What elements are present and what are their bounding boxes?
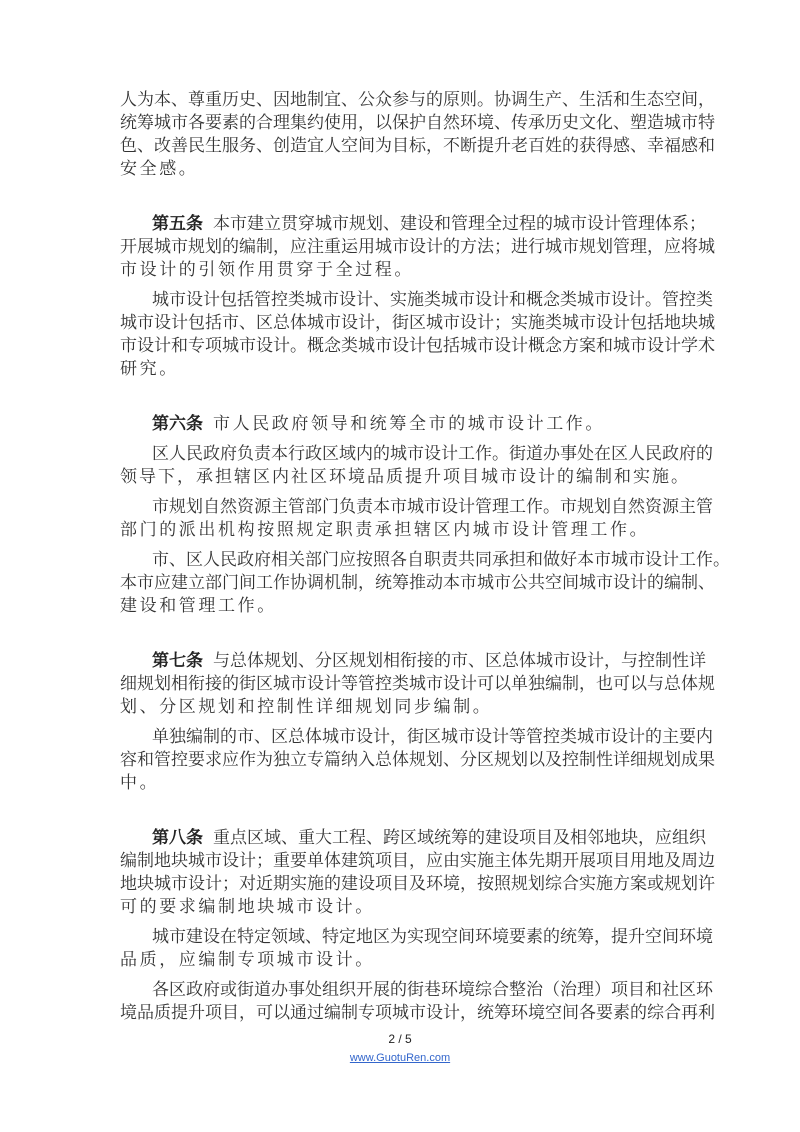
- line-text: 城市建设在特定领域、特定地区为实现空间环境要素的统筹，提升空间环境: [152, 927, 713, 947]
- text-line: [120, 443, 713, 466]
- text-line: [120, 289, 713, 312]
- line-text: 领导下，承担辖区内社区环境品质提升项目城市设计的编制和实施。: [120, 467, 688, 487]
- article: [120, 827, 715, 1025]
- text-line: [120, 112, 715, 135]
- line-text: 市规划自然资源主管部门负责本市城市设计管理工作。市规划自然资源主管: [152, 497, 713, 517]
- paragraph: [120, 979, 715, 1025]
- document-body: [120, 89, 730, 1025]
- text-line: [120, 595, 688, 618]
- text-line: [120, 726, 713, 749]
- paragraph: [120, 827, 715, 919]
- article: [120, 213, 715, 381]
- line-text: 市设计和专项城市设计。概念类城市设计包括城市设计概念方案和城市设计学术: [120, 336, 715, 356]
- page-number: 2 / 5: [388, 1032, 412, 1046]
- paragraph: [120, 413, 688, 436]
- text-line: [120, 312, 715, 335]
- line-text: 城市设计包括管控类城市设计、实施类城市设计和概念类城市设计。管控类: [152, 290, 713, 310]
- text-line: [120, 335, 715, 358]
- line-text: 本市应建立部门间工作协调机制，统筹推动本市城市公共空间城市设计的编制、: [120, 573, 715, 593]
- line-text: 境品质提升项目，可以通过编制专项城市设计，统筹环境空间各要素的综合再利: [120, 1003, 715, 1023]
- continued-text: [120, 89, 715, 181]
- line-text: 中。: [120, 773, 160, 793]
- text-line: [120, 413, 688, 436]
- text-line: [120, 496, 713, 519]
- text-line: [120, 549, 730, 572]
- article: [120, 650, 715, 795]
- article: [120, 413, 730, 618]
- line-text: 研究。: [120, 359, 179, 379]
- paragraph: [120, 89, 715, 181]
- line-text: 单独编制的市、区总体城市设计，街区城市设计等管控类城市设计的主要内: [152, 727, 713, 747]
- line-text: 城市设计包括市、区总体城市设计，街区城市设计；实施类城市设计包括地块城: [120, 313, 715, 333]
- text-line: [120, 749, 715, 772]
- text-line: [120, 979, 713, 1002]
- text-line: [120, 259, 688, 282]
- paragraph: [120, 926, 713, 972]
- line-text: 部门的派出机构按照规定职责承担辖区内城市设计管理工作。: [120, 520, 650, 540]
- line-text: 细规划相衔接的街区城市设计等管控类城市设计可以单独编制，也可以与总体规: [120, 674, 715, 694]
- line-text: 建设和管理工作。: [120, 596, 277, 616]
- text-line: [120, 896, 688, 919]
- text-line: [120, 949, 688, 972]
- line-text: 编制地块城市设计；重要单体建筑项目，应由实施主体先期开展项目用地及周边: [120, 851, 715, 871]
- line-text: 安全感。: [120, 159, 199, 179]
- text-line: [120, 650, 706, 673]
- line-text: 区人民政府负责本行政区域内的城市设计工作。街道办事处在区人民政府的: [152, 444, 713, 464]
- paragraph: [120, 443, 713, 489]
- article-heading: 第七条: [152, 651, 203, 671]
- text-line: [120, 827, 706, 850]
- article-heading: 第五条: [152, 214, 203, 234]
- text-line: [120, 213, 706, 236]
- line-text: 色、改善民生服务、创造宜人空间为目标，不断提升老百姓的获得感、幸福感和: [120, 136, 715, 156]
- paragraph: [120, 213, 715, 282]
- text-line: [120, 696, 688, 719]
- text-line: [120, 673, 715, 696]
- line-text: 各区政府或街道办事处组织开展的街巷环境综合整治（治理）项目和社区环: [152, 980, 713, 1000]
- line-text: 开展城市规划的编制，应注重运用城市设计的方法；进行城市规划管理，应将城: [120, 237, 715, 257]
- line-text: 本市建立贯穿城市规划、建设和管理全过程的城市设计管理体系；: [213, 214, 706, 234]
- article-heading: 第八条: [152, 828, 203, 848]
- text-line: [120, 772, 688, 795]
- text-line: [120, 1002, 715, 1025]
- paragraph: [120, 549, 730, 618]
- paragraph: [120, 289, 715, 381]
- line-text: 市人民政府领导和统筹全市的城市设计工作。: [213, 414, 605, 434]
- website-link[interactable]: www.GuotuRen.com: [349, 1052, 451, 1064]
- text-line: [120, 572, 715, 595]
- paragraph: [120, 650, 715, 719]
- line-text: 可的要求编制地块城市设计。: [120, 897, 375, 917]
- text-line: [120, 358, 688, 381]
- line-text: 品质，应编制专项城市设计。: [120, 950, 375, 970]
- text-line: [120, 873, 715, 896]
- line-text: 市、区人民政府相关部门应按照各自职责共同承担和做好本市城市设计工作。: [152, 550, 730, 570]
- text-line: [120, 158, 688, 181]
- line-text: 容和管控要求应作为独立专篇纳入总体规划、分区规划以及控制性详细规划成果: [120, 750, 715, 770]
- line-text: 人为本、尊重历史、因地制宜、公众参与的原则。协调生产、生活和生态空间，: [120, 90, 715, 110]
- text-line: [120, 466, 688, 489]
- article-heading: 第六条: [152, 414, 203, 434]
- page-footer: [0, 1032, 800, 1066]
- text-line: [120, 926, 713, 949]
- line-text: 重点区域、重大工程、跨区域统筹的建设项目及相邻地块，应组织: [213, 828, 706, 848]
- text-line: [120, 135, 715, 158]
- line-text: 划、分区规划和控制性详细规划同步编制。: [120, 697, 493, 717]
- line-text: 与总体规划、分区规划相衔接的市、区总体城市设计，与控制性详: [213, 651, 706, 671]
- paragraph: [120, 496, 713, 542]
- text-line: [120, 89, 715, 112]
- text-line: [120, 519, 688, 542]
- line-text: 市设计的引领作用贯穿于全过程。: [120, 260, 414, 280]
- text-line: [120, 236, 715, 259]
- paragraph: [120, 726, 715, 795]
- line-text: 地块城市设计；对近期实施的建设项目及环境，按照规划综合实施方案或规划许: [120, 874, 715, 894]
- line-text: 统筹城市各要素的合理集约使用，以保护自然环境、传承历史文化、塑造城市特: [120, 113, 715, 133]
- text-line: [120, 850, 715, 873]
